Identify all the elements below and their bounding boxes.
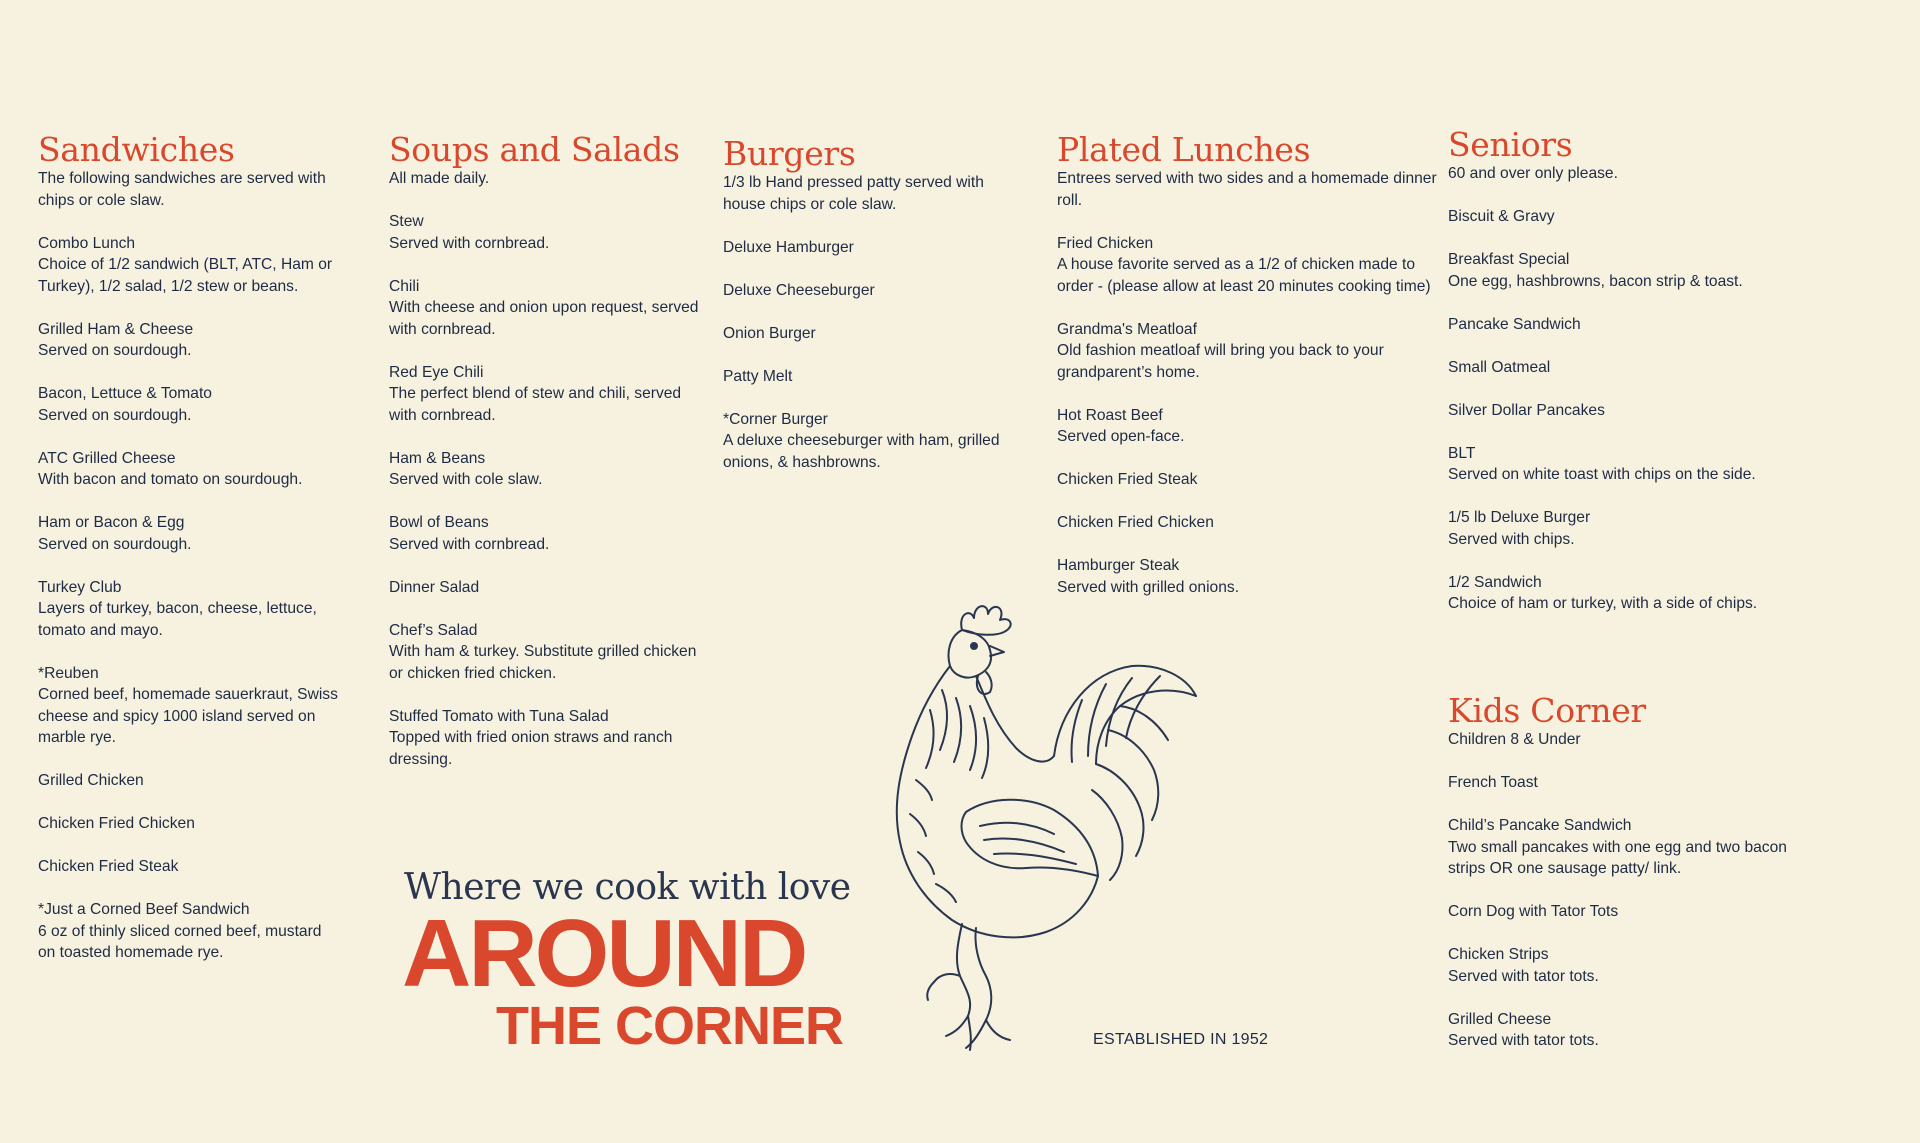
menu-item <box>1057 512 1442 534</box>
kids-corner-heading: Kids Corner <box>1448 691 1646 730</box>
menu-item <box>1057 405 1442 448</box>
menu-item <box>38 577 338 642</box>
menu-item-description: Served on white toast with chips on the side. <box>1448 466 1756 483</box>
menu-item-description: Served on sourdough. <box>38 342 192 359</box>
menu-item-description: Corned beef, homemade sauerkraut, Swiss cheese and spicy 1000 island served on marble rye. <box>38 686 338 746</box>
menu-item-description: With ham & turkey. Substitute grilled chicken or chicken fried chicken. <box>389 643 697 682</box>
menu-item <box>389 211 699 254</box>
kids-corner-item-list <box>1448 772 1788 1052</box>
menu-item <box>38 512 338 555</box>
menu-item-name: *Reuben <box>38 664 99 682</box>
menu-item-description: With cheese and onion upon request, served with cornbread. <box>389 299 699 338</box>
menu-item <box>38 383 338 426</box>
menu-item-name: Chicken Strips <box>1448 946 1549 963</box>
menu-item <box>389 577 699 599</box>
menu-item-name: Stuffed Tomato with Tuna Salad <box>389 707 609 725</box>
menu-item <box>1448 901 1788 923</box>
menu-item-name: Chicken Fried Steak <box>38 858 179 875</box>
brand-block <box>404 866 884 1054</box>
menu-item-name: 1/5 lb Deluxe Burger <box>1448 509 1591 526</box>
menu-item-name: Combo Lunch <box>38 234 136 252</box>
menu-item-description: 6 oz of thinly sliced corned beef, mustard on toasted homemade rye. <box>38 922 322 961</box>
menu-item-name: Stew <box>389 213 424 230</box>
menu-item-description: Two small pancakes with one egg and two bacon strips OR one sausage patty/ link. <box>1448 838 1787 877</box>
menu-item-name: Biscuit & Gravy <box>1448 208 1555 225</box>
menu-item-name: Red Eye Chili <box>389 363 484 381</box>
menu-item-description: One egg, hashbrowns, bacon strip & toast. <box>1448 272 1743 290</box>
burgers-section <box>723 136 1023 495</box>
menu-item <box>389 362 699 427</box>
menu-item <box>1448 1009 1788 1052</box>
menu-item <box>38 448 338 491</box>
menu-item-name: Chef’s Salad <box>389 621 478 639</box>
menu-item-name: ATC Grilled Cheese <box>38 449 176 467</box>
menu-item <box>389 620 699 685</box>
menu-item-name: Turkey Club <box>38 578 122 596</box>
menu-item-name: Grandma's Meatloaf <box>1057 320 1197 338</box>
plated-lunches-intro: Entrees served with two sides and a homemade dinner roll. <box>1057 170 1437 209</box>
menu-item-name: Grilled Ham & Cheese <box>38 320 194 338</box>
menu-item <box>38 856 338 878</box>
menu-item <box>389 706 699 771</box>
menu-item-name: Hot Roast Beef <box>1057 406 1163 424</box>
seniors-section <box>1448 127 1828 636</box>
menu-item <box>38 233 338 298</box>
menu-item <box>1448 357 1828 379</box>
menu-item-name: Grilled Cheese <box>1448 1010 1552 1028</box>
sandwiches-heading: Sandwiches <box>38 130 235 169</box>
menu-item <box>389 448 699 491</box>
plated-lunches-section <box>1057 132 1442 620</box>
kids-corner-section <box>1448 693 1788 1073</box>
menu-item-name: Ham or Bacon & Egg <box>38 514 185 531</box>
menu-item-name: Onion Burger <box>723 324 816 342</box>
menu-item-name: Ham & Beans <box>389 449 486 467</box>
menu-item <box>38 663 338 749</box>
menu-item-description: A house favorite served as a 1/2 of chicken made to order - (please allow at least 20 minutes cooking time) <box>1057 256 1431 295</box>
menu-item-description: Topped with fried onion straws and ranch dressing. <box>389 729 673 768</box>
menu-item <box>1448 206 1828 228</box>
menu-item <box>1448 249 1828 292</box>
menu-item-description: Served with tator tots. <box>1448 1032 1599 1049</box>
tagline: Where we cook with love <box>404 867 851 908</box>
brand-name-line-2: THE CORNER <box>496 996 844 1056</box>
menu-item-name: Child’s Pancake Sandwich <box>1448 817 1632 834</box>
menu-item <box>1448 314 1828 336</box>
menu-item <box>1448 944 1788 987</box>
menu-item <box>1057 469 1442 491</box>
burgers-item-list <box>723 237 1023 474</box>
menu-item-name: French Toast <box>1448 774 1538 791</box>
menu-item-description: A deluxe cheeseburger with ham, grilled onions, & hashbrowns. <box>723 432 1000 471</box>
menu-item <box>1448 507 1828 550</box>
menu-item-name: Chicken Fried Chicken <box>38 815 195 832</box>
menu-item <box>1057 233 1442 298</box>
menu-item <box>723 366 1023 388</box>
menu-item-description: Choice of 1/2 sandwich (BLT, ATC, Ham or Turkey), 1/2 salad, 1/2 stew or beans. <box>38 256 333 295</box>
menu-item-description: The perfect blend of stew and chili, served with cornbread. <box>389 385 682 424</box>
menu-item-description: Layers of turkey, bacon, cheese, lettuce, tomato and mayo. <box>38 600 317 639</box>
menu-item-name: *Corner Burger <box>723 410 828 428</box>
menu-item-description: Old fashion meatloaf will bring you back to your grandparent’s home. <box>1057 342 1384 381</box>
menu-item-name: Corn Dog with Tator Tots <box>1448 903 1619 920</box>
menu-item <box>38 319 338 362</box>
seniors-item-list <box>1448 206 1828 615</box>
brand-name-line-1: AROUND <box>402 900 806 1007</box>
menu-item-description: Served with grilled onions. <box>1057 578 1240 596</box>
soups-salads-intro: All made daily. <box>389 170 490 187</box>
menu-item <box>723 409 1023 474</box>
menu-item-description: Served on sourdough. <box>38 406 192 424</box>
menu-item-description: Served with cornbread. <box>389 234 550 252</box>
menu-item <box>1448 400 1828 422</box>
menu-item-name: Dinner Salad <box>389 578 480 596</box>
menu-item-name: Chili <box>389 277 420 295</box>
plated-lunches-heading: Plated Lunches <box>1057 130 1311 169</box>
plated-lunches-item-list <box>1057 233 1442 599</box>
menu-item-description: Served on sourdough. <box>38 535 192 553</box>
rooster-icon <box>870 580 1210 1060</box>
menu-item-name: Hamburger Steak <box>1057 557 1180 574</box>
menu-item-name: Bacon, Lettuce & Tomato <box>38 385 212 402</box>
sandwiches-intro: The following sandwiches are served with chips or cole slaw. <box>38 170 326 209</box>
menu-item-name: Grilled Chicken <box>38 772 144 789</box>
menu-item-name: Patty Melt <box>723 367 793 385</box>
menu-item <box>38 899 338 964</box>
menu-item-description: Served with chips. <box>1448 530 1575 548</box>
menu-item-description: Served with cornbread. <box>389 535 550 553</box>
sandwiches-section <box>38 132 338 985</box>
kids-corner-intro: Children 8 & Under <box>1448 731 1581 748</box>
menu-item-name: BLT <box>1448 444 1476 462</box>
seniors-heading: Seniors <box>1448 125 1573 164</box>
menu-item <box>389 512 699 555</box>
burgers-heading: Burgers <box>723 134 856 173</box>
menu-item-name: Chicken Fried Chicken <box>1057 514 1214 531</box>
menu-item-name: Pancake Sandwich <box>1448 315 1581 333</box>
menu-item <box>1057 319 1442 384</box>
menu-item-description: Served open-face. <box>1057 428 1185 445</box>
menu-item <box>723 237 1023 259</box>
menu-item-name: *Just a Corned Beef Sandwich <box>38 901 250 918</box>
menu-item <box>38 813 338 835</box>
menu-item <box>1448 772 1788 794</box>
menu-item <box>389 276 699 341</box>
seniors-intro: 60 and over only please. <box>1448 165 1618 182</box>
menu-item-name: Small Oatmeal <box>1448 358 1551 376</box>
menu-item-name: Bowl of Beans <box>389 514 489 531</box>
menu-item-name: 1/2 Sandwich <box>1448 573 1542 591</box>
established-label: ESTABLISHED IN 1952 <box>1093 1031 1269 1048</box>
menu-item-name: Deluxe Hamburger <box>723 238 854 256</box>
menu-item-name: Deluxe Cheeseburger <box>723 281 875 299</box>
sandwiches-item-list <box>38 233 338 964</box>
menu-item-name: Fried Chicken <box>1057 234 1154 252</box>
menu-item <box>723 280 1023 302</box>
menu-item-description: Served with tator tots. <box>1448 967 1599 985</box>
menu-item-description: Choice of ham or turkey, with a side of chips. <box>1448 595 1758 612</box>
soups-salads-heading: Soups and Salads <box>389 130 680 169</box>
soups-salads-item-list <box>389 211 699 770</box>
menu-item-name: Breakfast Special <box>1448 251 1570 268</box>
menu-item <box>1448 572 1828 615</box>
menu-item <box>723 323 1023 345</box>
menu-item-name: Chicken Fried Steak <box>1057 471 1198 488</box>
menu-item-name: Silver Dollar Pancakes <box>1448 401 1605 419</box>
soups-salads-section <box>389 132 699 792</box>
menu-item <box>1448 815 1788 880</box>
menu-item <box>1448 443 1828 486</box>
burgers-intro: 1/3 lb Hand pressed patty served with house chips or cole slaw. <box>723 174 984 213</box>
menu-item-description: With bacon and tomato on sourdough. <box>38 471 303 488</box>
menu-item <box>38 770 338 792</box>
menu-item-description: Served with cole slaw. <box>389 471 543 488</box>
